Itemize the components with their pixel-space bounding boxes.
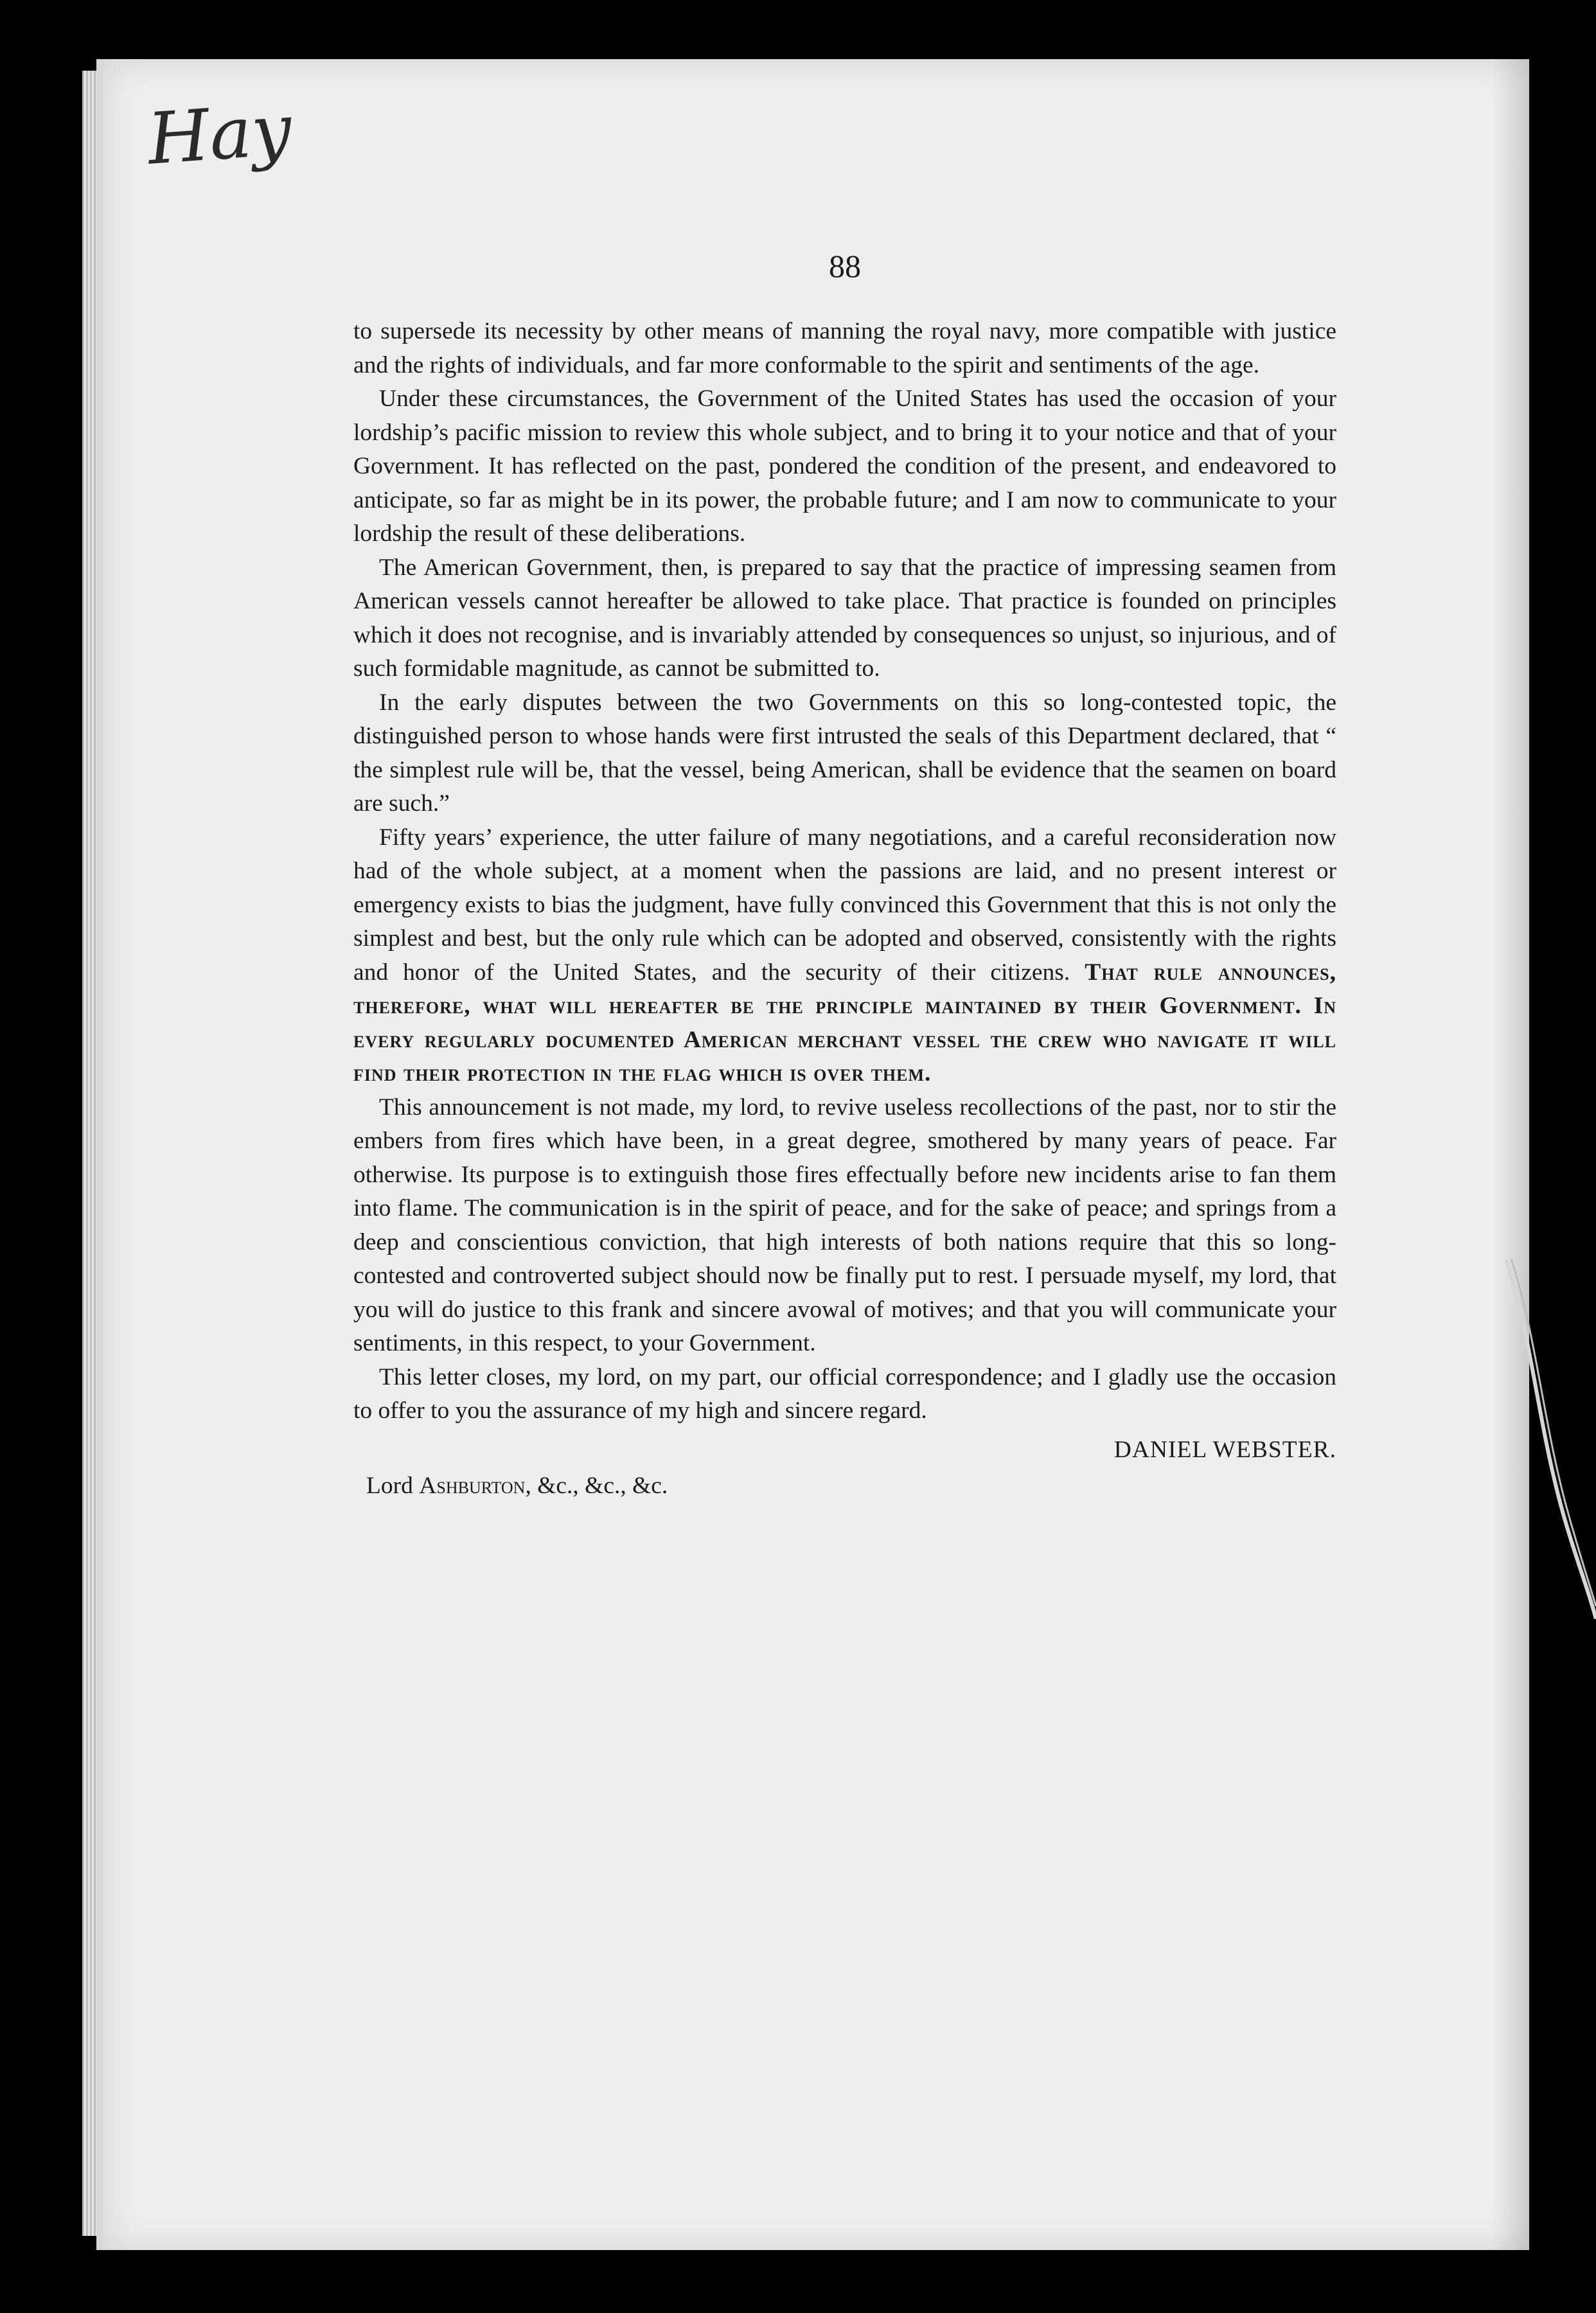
addressee-name: Ashburton [419, 1473, 526, 1499]
handwritten-annotation: Hay [145, 88, 294, 181]
page-number: 88 [829, 248, 861, 284]
letter-body [353, 315, 1336, 1503]
paragraph-5-text: Fifty years’ experience, the utter failure of many negotiations, and a careful reconsideration now had of the whole subject, at a moment when the passions are laid, and no present interest or emergency exists to bias the judgment, have fully convinced this Government that this is not only the simplest and best, but the only rule which can be adopted and observed, consistently with the rights and honor of the United States, and the security of their citizens. [353, 824, 1336, 986]
addressee-prefix: Lord [366, 1473, 413, 1499]
paragraph-2: Under these circumstances, the Government of the United States has used the occasion of your lordship’s pacific mission to review this whole subject, and to bring it to your notice and that of your Government. It has reflected on the past, pondered the condition of the present, and endeavored to anticipate, so far as might be in its power, the probable future; and I am now to communicate to your lordship the result of these deliberations. [353, 386, 1336, 547]
addressee [353, 1469, 1336, 1503]
page-fold-shadow [1491, 59, 1529, 2250]
paragraph-3: The American Government, then, is prepared to say that the practice of impressing seamen from American vessels cannot hereafter be allowed to take place. That practice is founded on principles which it does not recognise, and is invariably attended by consequences so unjust, so injurious, and of such formidable magnitude, as cannot be submitted to. [353, 554, 1336, 682]
addressee-suffix: , &c., &c., &c. [525, 1473, 668, 1499]
paragraph-7: This letter closes, my lord, on my part, our official correspondence; and I gladly use the occasion to offer to you the assurance of my high and sincere regard. [353, 1363, 1336, 1424]
signature: DANIEL WEBSTER. [1113, 1436, 1336, 1463]
paragraph-1: to supersede its necessity by other means of manning the royal navy, more compatible with justice and the rights of individuals, and far more conformable to the spirit and sentiments of the age. [353, 318, 1336, 378]
paragraph-5-emphasis: That rule announces, therefore, what will hereafter be the principle maintained by their Government. In every regularly documented American merchant vessel the crew who navigate it will find their protection in the flag which is over them. [353, 959, 1336, 1086]
binding-string-icon [1493, 1259, 1596, 1619]
paragraph-6: This announcement is not made, my lord, to revive useless recollections of the past, nor to stir the embers from fires which have been, in a great degree, smothered by many years of peace. Far otherwise. Its purpose is to extinguish those fires effectually before new incidents arise to fan them into flame. The communication is in the spirit of peace, and for the sake of peace; and springs from a deep and conscientious conviction, that high interests of both nations require that this so long-contested and controverted subject should now be finally put to rest. I persuade myself, my lord, that you will do justice to this frank and sincere avowal of motives; and that you will communicate your sentiments, in this respect, to your Government. [353, 1094, 1336, 1356]
paragraph-4: In the early disputes between the two Governments on this so long-contested topic, the distinguished person to whose hands were first intrusted the seals of this Department declared, that “ the simplest rule will be, that the vessel, being American, shall be evidence that the seamen on board are such.” [353, 689, 1336, 817]
paragraph-5 [353, 821, 1336, 1091]
